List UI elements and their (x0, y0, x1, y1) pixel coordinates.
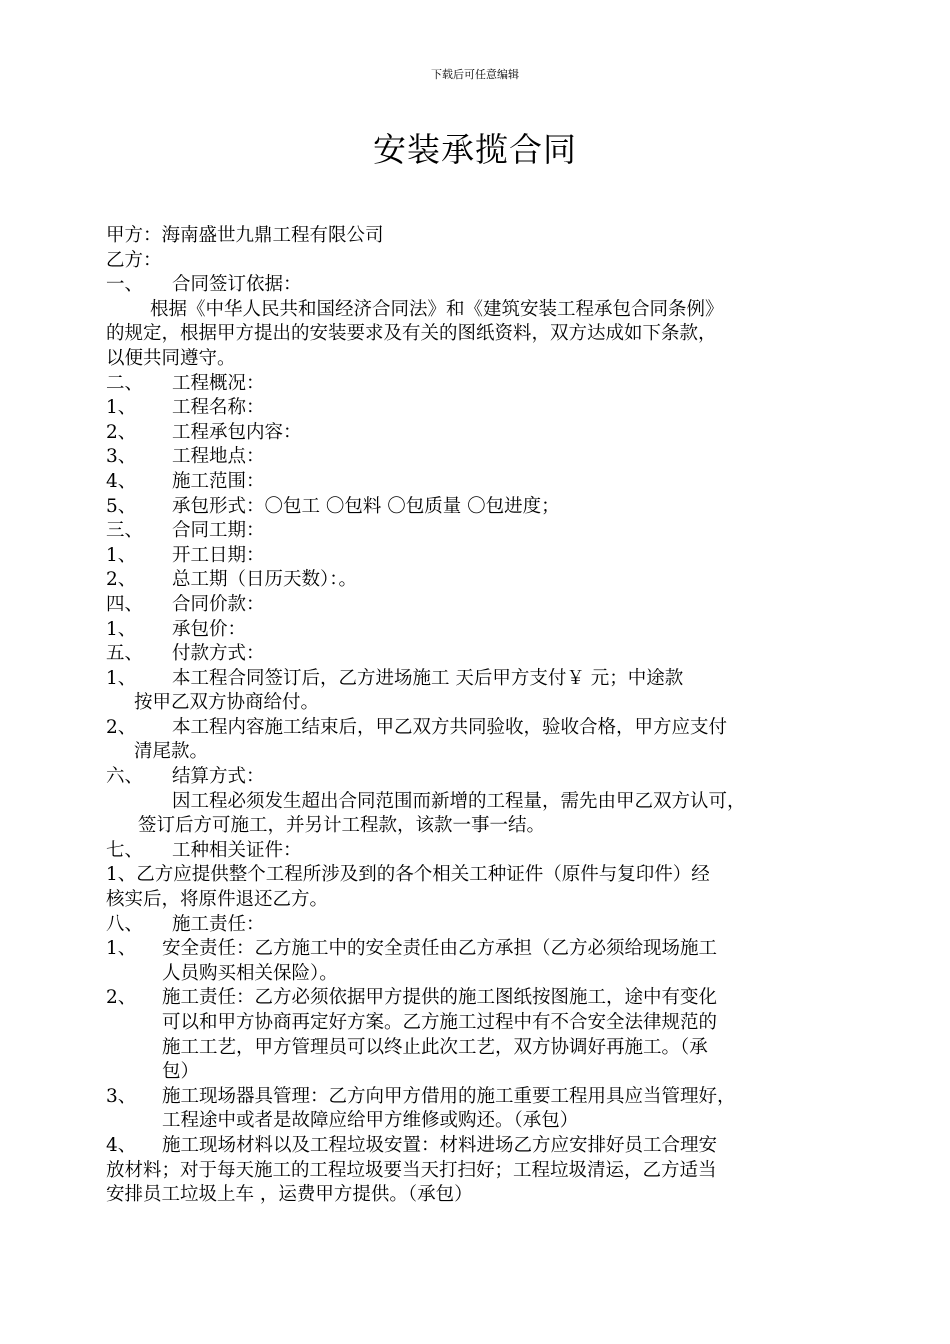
item-text: 总工期（日历天数）：。 (172, 569, 358, 591)
list-item (106, 470, 851, 495)
paragraph-line: 核实后，将原件退还乙方。 (106, 889, 329, 911)
item-text: 安全责任：乙方施工中的安全责任由乙方承担（乙方必须给现场施工 (162, 938, 718, 960)
list-item (106, 618, 851, 643)
paragraph-line: 根据《中华人民共和国经济合同法》和《建筑安装工程承包合同条例》 (150, 298, 724, 320)
item-number: 1、 (106, 397, 137, 419)
list-item (106, 544, 851, 569)
item-text: 工程名称： (172, 397, 265, 419)
list-item (106, 445, 851, 470)
section-title: 付款方式： (172, 643, 265, 665)
section-number: 六、 (106, 766, 144, 788)
document-title: 安装承揽合同 (373, 130, 577, 169)
item-continuation: 包） (162, 1061, 200, 1083)
item-continuation: 工程途中或者是故障应给甲方维修或购还。（承包） (162, 1110, 579, 1132)
section-title: 工种相关证件： (172, 839, 302, 861)
list-item (106, 421, 851, 446)
item-text: 承包价： (172, 618, 247, 640)
contract-body (106, 224, 851, 1208)
section-number: 八、 (106, 913, 144, 935)
list-item (106, 667, 851, 692)
list-item (106, 1134, 851, 1159)
item-text: 施工现场材料以及工程垃圾安置：材料进场乙方应安排好员工合理安 (162, 1134, 718, 1156)
section-title: 工程概况： (172, 372, 265, 394)
section-title: 合同签订依据： (172, 274, 302, 296)
section-number: 三、 (106, 520, 144, 542)
section-title: 合同工期： (172, 520, 265, 542)
item-continuation: 按甲乙双方协商给付。 (134, 692, 320, 714)
section-3-heading (106, 519, 851, 544)
item-continuation: 清尾款。 (134, 741, 209, 763)
section-title: 结算方式： (172, 766, 265, 788)
item-text: 施工责任：乙方必须依据甲方提供的施工图纸按图施工，途中有变化 (162, 987, 718, 1009)
list-item (106, 495, 851, 520)
item-continuation: 可以和甲方协商再定好方案。乙方施工过程中有不合安全法律规范的 (162, 1012, 718, 1033)
item-number: 3、 (106, 1085, 137, 1107)
paragraph-line: 以便共同遵守。 (106, 347, 236, 369)
paragraph-line: 因工程必须发生超出合同范围而新增的工程量，需先由甲乙双方认可， (172, 790, 746, 812)
section-number: 二、 (106, 372, 144, 394)
item-number: 2、 (106, 987, 137, 1009)
list-item (106, 568, 851, 593)
list-item (106, 396, 851, 421)
section-5-heading (106, 642, 851, 667)
list-item (106, 937, 851, 962)
item-number: 2、 (106, 716, 137, 738)
list-item (106, 986, 851, 1011)
item-continuation: 安排员工垃圾上车 ，运费甲方提供。（承包） (106, 1184, 473, 1206)
paragraph-line: 的规定，根据甲方提出的安装要求及有关的图纸资料，双方达成如下条款， (106, 323, 717, 345)
section-2-heading (106, 372, 851, 397)
item-number: 5、 (106, 495, 137, 517)
paragraph-line: 1、乙方应提供整个工程所涉及到的各个相关工种证件（原件与复印件）经 (106, 864, 710, 886)
item-continuation: 人员购买相关保险）。 (162, 962, 338, 984)
section-4-heading (106, 593, 851, 618)
list-item (106, 716, 851, 741)
item-continuation: 施工工艺，甲方管理员可以终止此次工艺，双方协调好再施工。（承 (162, 1036, 708, 1058)
item-number: 4、 (106, 470, 137, 492)
item-number: 1、 (106, 544, 137, 566)
list-item (106, 1085, 851, 1110)
item-continuation: 放材料；对于每天施工的工程垃圾要当天打扫好；工程垃圾清运，乙方适当 (106, 1159, 717, 1181)
item-text: 工程地点： (172, 446, 265, 468)
item-text: 开工日期： (172, 544, 265, 566)
section-title: 施工责任： (172, 913, 265, 935)
item-number: 1、 (106, 618, 137, 640)
item-text: 施工现场器具管理：乙方向甲方借用的施工重要工程用具应当管理好， (162, 1085, 736, 1107)
item-number: 2、 (106, 569, 137, 591)
item-number: 1、 (106, 938, 137, 960)
section-6-heading (106, 765, 851, 790)
section-7-heading (106, 839, 851, 864)
section-number: 七、 (106, 839, 144, 861)
section-number: 四、 (106, 593, 144, 615)
paragraph-line: 签订后方可施工，并另计工程款，该款一事一结。 (138, 815, 546, 837)
item-number: 4、 (106, 1134, 137, 1156)
section-number: 一、 (106, 274, 144, 296)
item-text: 本工程内容施工结束后，甲乙双方共同验收，验收合格，甲方应支付 (172, 716, 728, 738)
item-text: 工程承包内容： (172, 421, 302, 443)
party-b-line: 乙方： (106, 249, 162, 271)
item-number: 3、 (106, 446, 137, 468)
item-number: 2、 (106, 421, 137, 443)
section-title: 合同价款： (172, 593, 265, 615)
item-text: 承包形式：〇包工 〇包料 〇包质量 〇包进度； (172, 495, 560, 517)
item-number: 1、 (106, 667, 137, 689)
item-text: 本工程合同签订后，乙方进场施工 天后甲方支付￥ 元；中途款 (172, 667, 684, 689)
party-a-line: 甲方：海南盛世九鼎工程有限公司 (106, 225, 384, 246)
section-1-heading (106, 273, 851, 298)
section-number: 五、 (106, 643, 144, 665)
section-8-heading (106, 913, 851, 938)
page-header-note: 下载后可任意编辑 (431, 68, 519, 81)
item-text: 施工范围： (172, 470, 265, 492)
